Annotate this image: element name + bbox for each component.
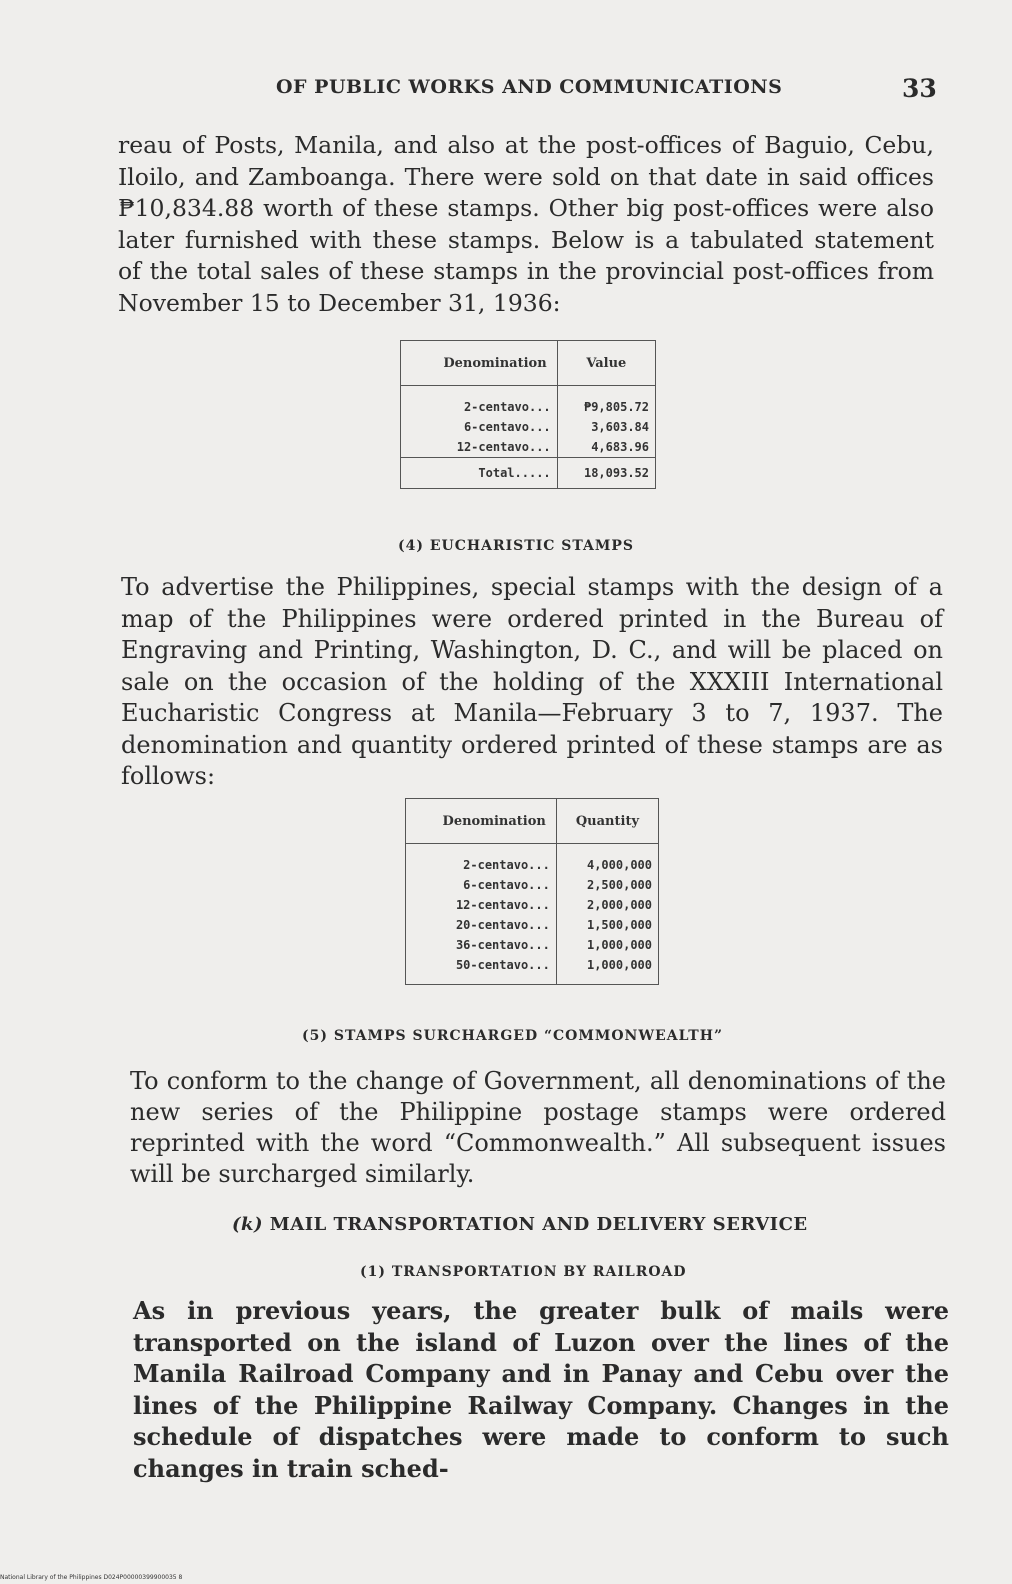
paragraph-sales-intro: reau of Posts, Manila, and also at the post-offices of Baguio, Cebu, Iloilo, and Zamboanga. There were sold on that date in said offices ₱10,834.88 worth of these stamps. Other big post-offices were also later furnished with these stamps. Below is a tabulated statement of the total sales of these stamps in the provincial post-offices from November 15 to December 31, 1936:	[118, 131, 934, 317]
quantity-cell: 2,000,000	[586, 898, 652, 912]
section-title: MAIL TRANSPORTATION AND DELIVERY SERVICE	[269, 1214, 808, 1235]
value-cell: 3,603.84	[591, 420, 649, 434]
denomination-cell: 20-centavo...	[406, 915, 557, 935]
table-header-row	[401, 341, 656, 386]
denomination-cell: 12-centavo...	[401, 437, 558, 458]
paragraph-commonwealth: To conform to the change of Government, all denominations of the new series of the Philippine postage stamps were ordered reprinted with the word “Commonwealth.” All subsequent issues will be surcharged similarly.	[130, 1067, 946, 1188]
denomination-cell: 6-centavo...	[406, 875, 557, 895]
table-total-row	[401, 458, 656, 489]
table-row	[406, 875, 659, 895]
table-row	[406, 844, 659, 876]
section-heading-eucharistic: (4) EUCHARISTIC STAMPS	[398, 538, 635, 554]
value-cell: ₱9,805.72	[583, 400, 649, 414]
total-value-cell: 18,093.52	[557, 458, 655, 489]
section-heading-mail-transportation	[232, 1214, 808, 1235]
table-row	[406, 915, 659, 935]
denomination-cell: 2-centavo...	[401, 386, 558, 418]
section-heading-railroad: (1) TRANSPORTATION BY RAILROAD	[360, 1264, 687, 1280]
table-row	[401, 437, 656, 458]
denomination-cell: 2-centavo...	[406, 844, 557, 876]
column-header-value: Value	[557, 341, 655, 386]
column-header-quantity: Quantity	[556, 799, 658, 844]
quantity-cell: 1,500,000	[586, 918, 652, 932]
table-row	[406, 895, 659, 915]
section-letter: (k)	[232, 1214, 264, 1235]
quantity-cell: 1,000,000	[586, 938, 652, 952]
quantity-table	[405, 798, 659, 985]
running-head: OF PUBLIC WORKS AND COMMUNICATIONS	[276, 76, 783, 98]
table-row	[401, 386, 656, 418]
sales-value-table	[400, 340, 656, 489]
paragraph-railroad: As in previous years, the greater bulk of mails were transported on the island of Luzon over the lines of the Manila Railroad Company and in Panay and Cebu over the lines of the Philippine Railway Company. Changes in the schedule of dispatches were made to conform to such changes in train sched-	[133, 1296, 949, 1483]
quantity-cell: 2,500,000	[586, 878, 652, 892]
table-row	[401, 417, 656, 437]
section-heading-commonwealth: (5) STAMPS SURCHARGED “COMMONWEALTH”	[302, 1028, 723, 1044]
scan-footer: National Library of the Philippines D024P00000399900035 8	[0, 1574, 183, 1581]
table-header-row	[406, 799, 659, 844]
table-row	[406, 935, 659, 955]
denomination-cell: 36-centavo...	[406, 935, 557, 955]
quantity-cell: 1,000,000	[586, 958, 652, 972]
denomination-cell: 12-centavo...	[406, 895, 557, 915]
column-header-denomination: Denomination	[401, 341, 558, 386]
paragraph-eucharistic: To advertise the Philippines, special stamps with the design of a map of the Philippines were ordered printed in the Bureau of Engraving and Printing, Washington, D. C., and will be placed on sale on the occasion of the holding of the XXXIII International Eucharistic Congress at Manila—February 3 to 7, 1937. The denomination and quantity ordered printed of these stamps are as follows:	[121, 573, 943, 790]
denomination-cell: 6-centavo...	[401, 417, 558, 437]
denomination-cell: 50-centavo...	[406, 955, 557, 985]
total-label-cell: Total.....	[401, 458, 558, 489]
column-header-denomination: Denomination	[406, 799, 557, 844]
table-row	[406, 955, 659, 985]
quantity-cell: 4,000,000	[586, 858, 652, 872]
page-number: 33	[902, 74, 937, 103]
value-cell: 4,683.96	[591, 440, 649, 454]
